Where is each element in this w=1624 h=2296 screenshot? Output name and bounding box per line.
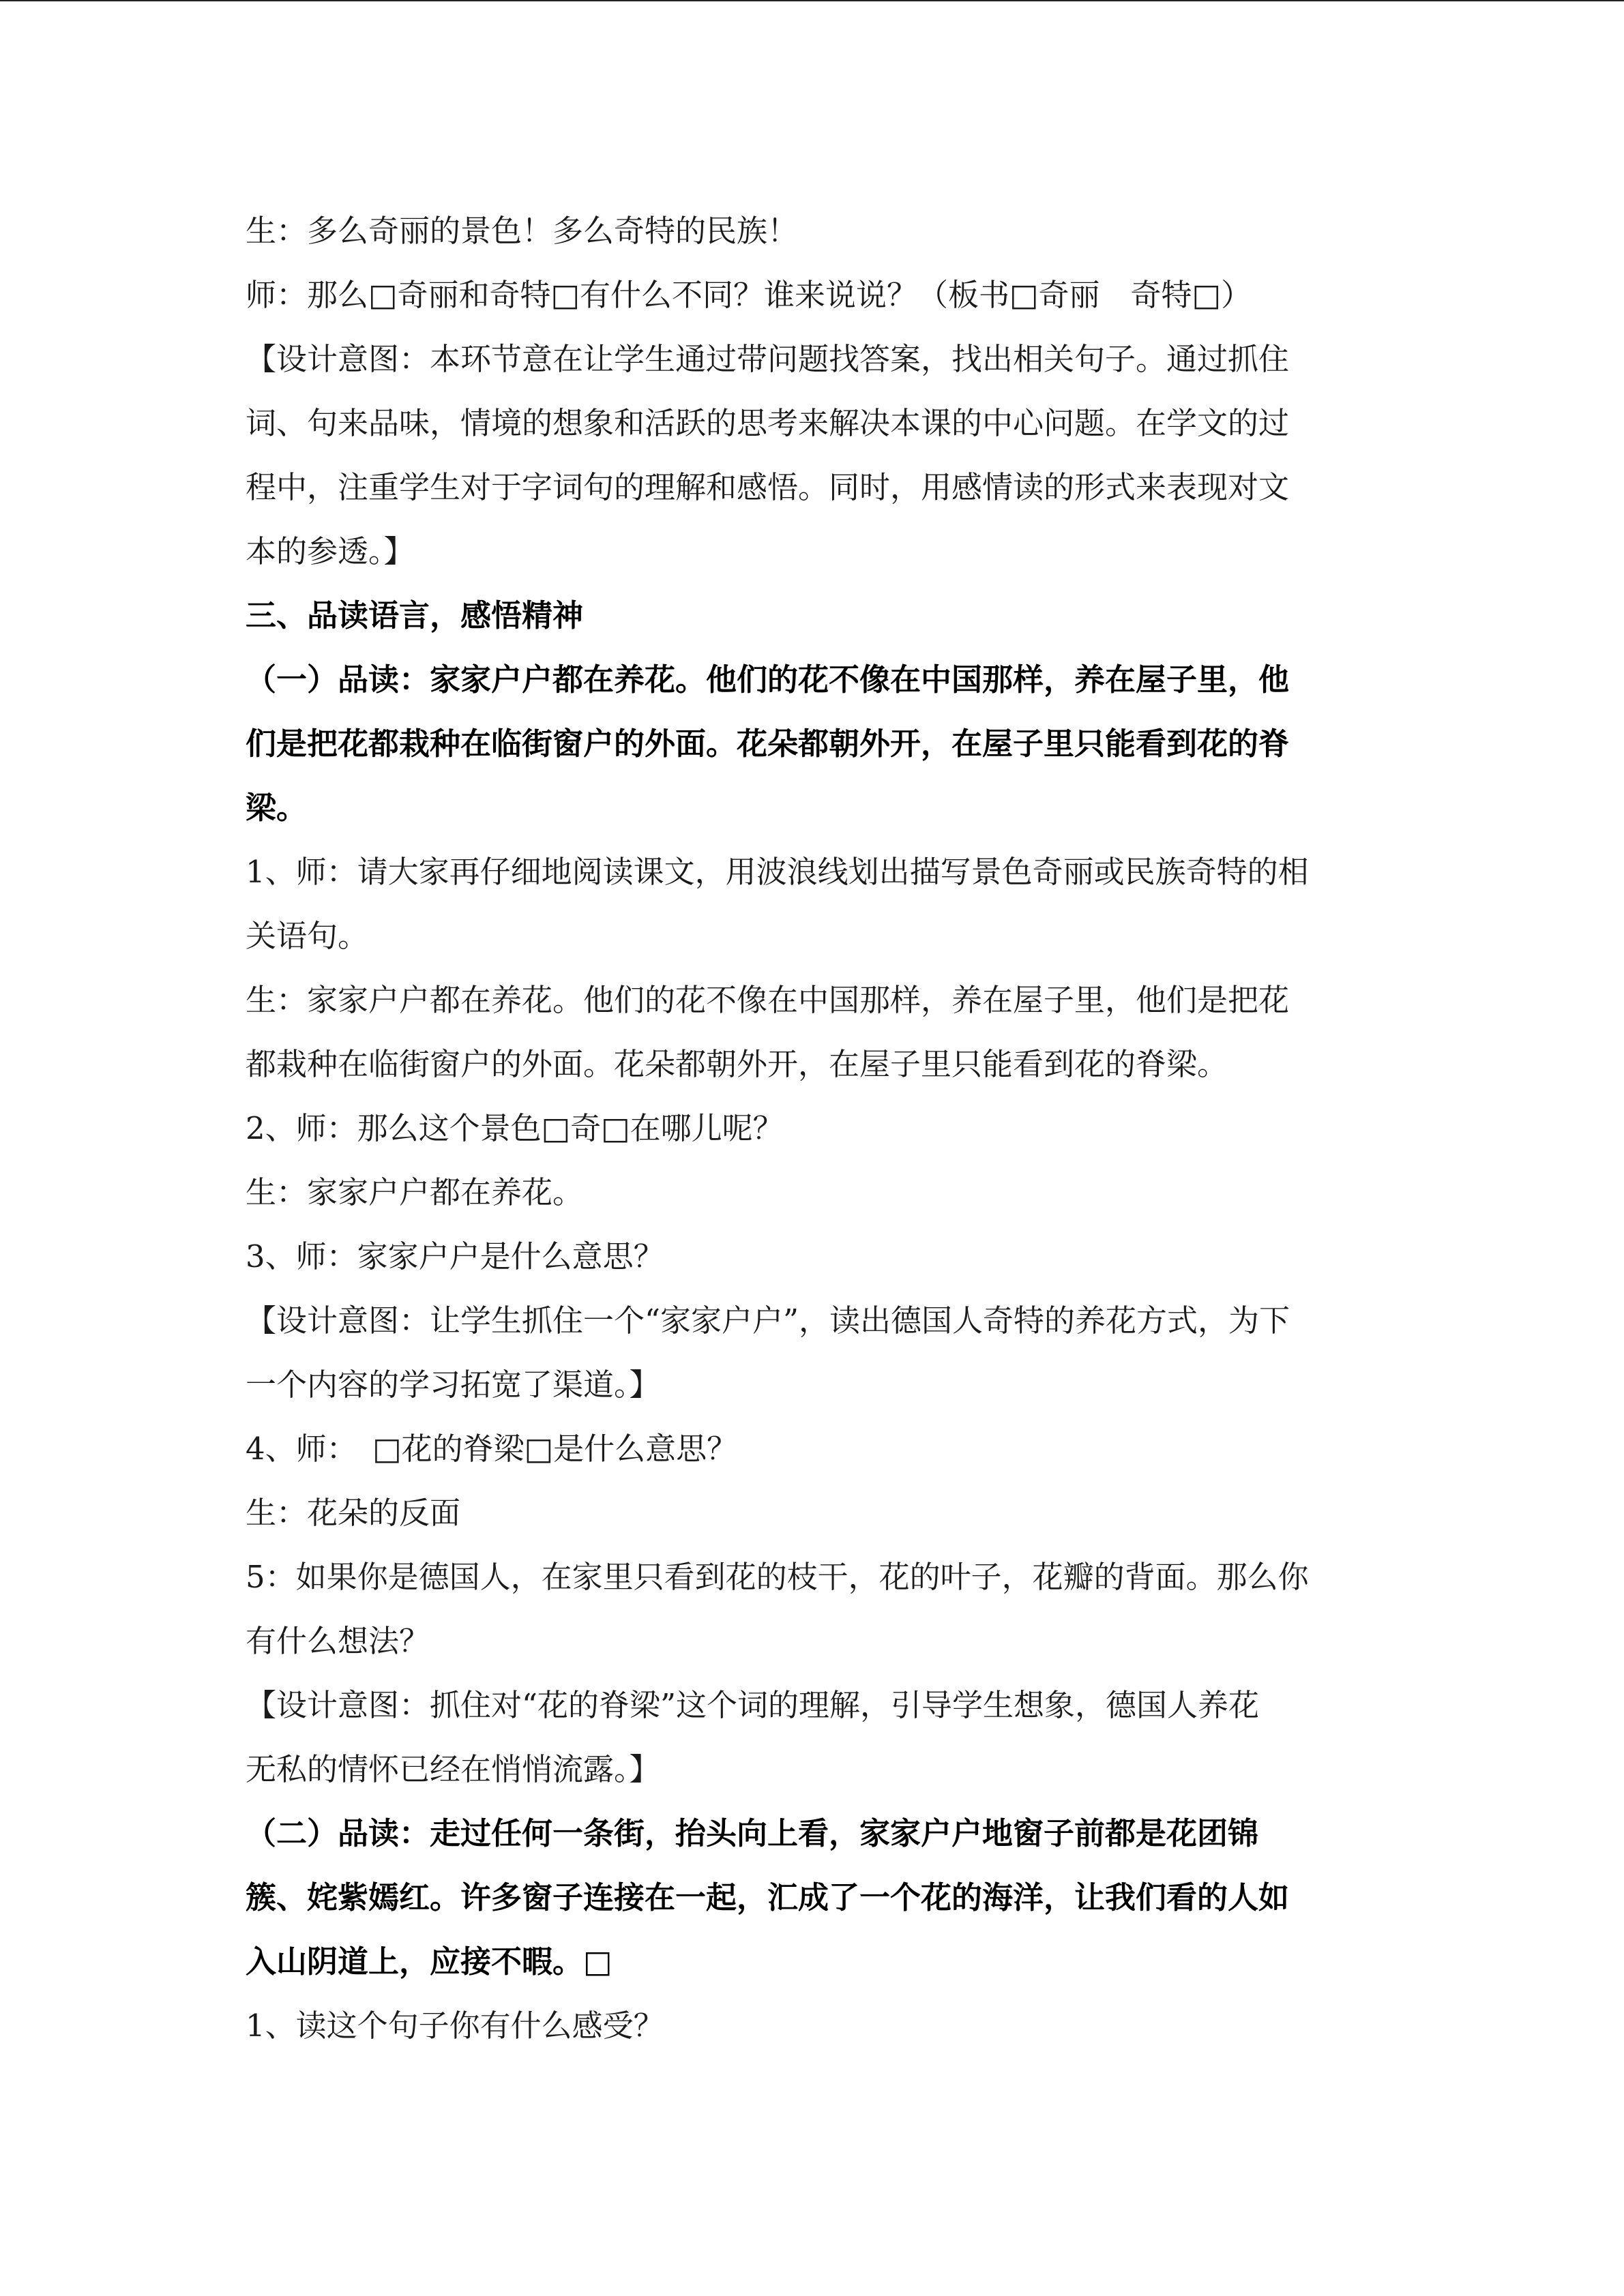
text-line: 生：多么奇丽的景色！多么奇特的民族！ bbox=[246, 213, 799, 249]
text-line: 1、读这个句子你有什么感受？ bbox=[246, 2008, 664, 2044]
text-line: 梁。 bbox=[246, 790, 308, 826]
text-line: 【设计意图：本环节意在让学生通过带问题找答案，找出相关句子。通过抓住 bbox=[246, 341, 1290, 377]
text-line: 们是把花都栽种在临街窗户的外面。花朵都朝外开，在屋子里只能看到花的脊 bbox=[246, 726, 1290, 762]
text-line: 生：家家户户都在养花。 bbox=[246, 1174, 584, 1210]
text-line: 生：家家户户都在养花。他们的花不像在中国那样，养在屋子里，他们是把花 bbox=[246, 982, 1290, 1018]
text-line: 关语句。 bbox=[246, 918, 369, 954]
text-line: 5：如果你是德国人，在家里只看到花的枝干，花的叶子，花瓣的背面。那么你 bbox=[246, 1559, 1309, 1595]
text-line: 本的参透。】 bbox=[246, 533, 415, 569]
text-line: 生：花朵的反面 bbox=[246, 1495, 461, 1531]
text-line: 都栽种在临街窗户的外面。花朵都朝外开，在屋子里只能看到花的脊梁。 bbox=[246, 1046, 1228, 1082]
text-line: 无私的情怀已经在悄悄流露。】 bbox=[246, 1751, 660, 1787]
text-line: 一个内容的学习拓宽了渠道。】 bbox=[246, 1367, 660, 1403]
text-line: （二）品读：走过任何一条街，抬头向上看，家家户户地窗子前都是花团锦 bbox=[246, 1815, 1259, 1851]
text-line: 师：那么□奇丽和奇特□有什么不同？谁来说说？（板书□奇丽 奇特□） bbox=[246, 277, 1252, 313]
text-line: 3、师：家家户户是什么意思？ bbox=[246, 1238, 664, 1274]
text-line: 入山阴道上，应接不暇。□ bbox=[246, 1943, 612, 1980]
text-line: 4、师： □花的脊梁□是什么意思？ bbox=[246, 1431, 738, 1467]
text-line: 有什么想法？ bbox=[246, 1623, 430, 1659]
text-line: 簇、姹紫嫣红。许多窗子连接在一起，汇成了一个花的海洋，让我们看的人如 bbox=[246, 1879, 1290, 1915]
text-line: 程中，注重学生对于字词句的理解和感悟。同时，用感情读的形式来表现对文 bbox=[246, 469, 1290, 505]
text-line: 【设计意图：让学生抓住一个“家家户户”，读出德国人奇特的养花方式，为下 bbox=[246, 1302, 1290, 1339]
text-line: 【设计意图：抓住对“花的脊梁”这个词的理解，引导学生想象，德国人养花 bbox=[246, 1687, 1260, 1723]
text-line: 词、句来品味，情境的想象和活跃的思考来解决本课的中心问题。在学文的过 bbox=[246, 405, 1290, 441]
text-line: 2、师：那么这个景色□奇□在哪儿呢？ bbox=[246, 1110, 784, 1146]
text-line: 1、师：请大家再仔细地阅读课文，用波浪线划出描写景色奇丽或民族奇特的相 bbox=[246, 854, 1309, 890]
document-body bbox=[246, 199, 1378, 2058]
section-heading: 三、品读语言，感悟精神 bbox=[246, 597, 584, 633]
text-line: （一）品读：家家户户都在养花。他们的花不像在中国那样，养在屋子里，他 bbox=[246, 661, 1290, 698]
